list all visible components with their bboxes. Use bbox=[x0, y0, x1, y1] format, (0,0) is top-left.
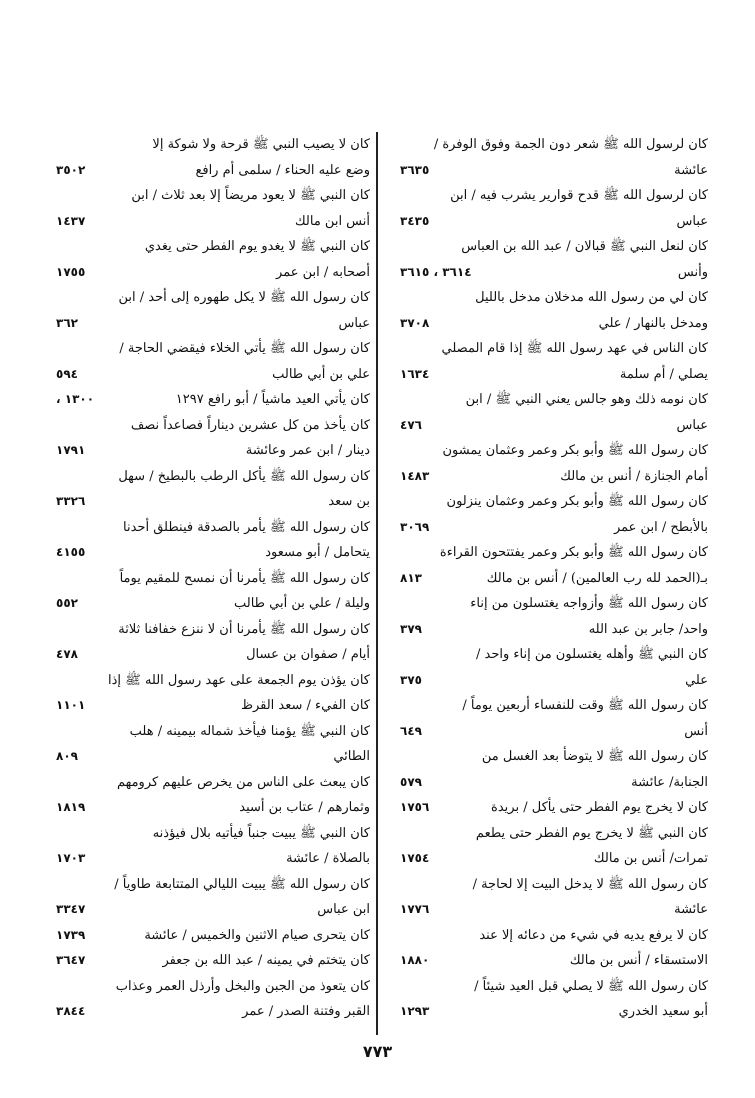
entry-line bbox=[398, 464, 708, 490]
entry-text: كان يتحرى صيام الاثنين والخميس / عائشة bbox=[144, 927, 370, 943]
hadith-number: ٨١٣ bbox=[400, 570, 422, 585]
entry-line bbox=[54, 234, 370, 260]
entry-line bbox=[54, 515, 370, 541]
entry-line bbox=[398, 285, 708, 311]
hadith-number: ١١٠١ bbox=[56, 698, 86, 712]
entry-line bbox=[398, 872, 708, 898]
hadith-number: ٣٧٥ bbox=[400, 672, 422, 687]
index-entry bbox=[398, 132, 708, 183]
entry-line bbox=[54, 566, 370, 592]
entry-text: كان رسول الله ﷺ لا يتوضأ بعد الغسل من bbox=[481, 749, 708, 764]
entry-text: وأنس bbox=[677, 264, 708, 280]
hadith-number: ٣٧٠٨ bbox=[400, 315, 430, 330]
entry-text: كان لا يخرج يوم الفطر حتى يأكل / بريدة bbox=[491, 800, 708, 815]
entry-line bbox=[398, 540, 708, 566]
entry-text: أنس bbox=[684, 723, 708, 739]
entry-line bbox=[54, 285, 370, 311]
entry-line bbox=[398, 132, 708, 158]
hadith-number: ١٣٠٠ ، bbox=[56, 392, 95, 406]
hadith-number: ٣٣٢٦ bbox=[56, 494, 86, 508]
entry-line bbox=[54, 260, 370, 286]
entry-line bbox=[398, 617, 708, 643]
entry-text: عباس bbox=[338, 315, 370, 331]
entry-line bbox=[54, 413, 370, 439]
entry-line bbox=[54, 897, 370, 923]
entry-text: أنس ابن مالك bbox=[294, 213, 370, 229]
hadith-number: ٤١٥٥ bbox=[56, 545, 86, 559]
entry-text: كان لي من رسول الله مدخلان مدخل بالليل bbox=[475, 290, 708, 305]
entry-text: وثمارهم / عتاب بن أسيد bbox=[239, 800, 370, 815]
entry-text: كان يتختم في يمينه / عبد الله بن جعفر bbox=[162, 953, 370, 968]
entry-text: دينار / ابن عمر وعائشة bbox=[245, 443, 370, 458]
entry-line bbox=[398, 719, 708, 745]
entry-line bbox=[54, 132, 370, 158]
entry-text: عباس bbox=[676, 417, 708, 433]
entry-text: بـ(الحمد لله رب العالمين) / أنس بن مالك bbox=[486, 570, 708, 586]
index-entry bbox=[54, 387, 370, 413]
entry-text: ومدخل بالنهار / علي bbox=[598, 315, 708, 331]
hadith-number: ٣٤٣٥ bbox=[400, 213, 430, 228]
entry-text: كان يتعوذ من الجبن والبخل وأرذل العمر وعذاب bbox=[115, 978, 370, 994]
entry-text: كان يؤذن يوم الجمعة على عهد رسول الله ﷺ إذا bbox=[107, 672, 370, 688]
entry-text: وليلة / علي بن أبي طالب bbox=[234, 596, 370, 611]
hadith-number: ٣٠٦٩ bbox=[400, 519, 430, 534]
entry-line bbox=[398, 693, 708, 719]
entry-line bbox=[398, 591, 708, 617]
index-entry bbox=[54, 336, 370, 387]
hadith-number: ٥٧٩ bbox=[400, 774, 422, 789]
entry-text: بالأبطح / ابن عمر bbox=[613, 519, 708, 535]
entry-line bbox=[54, 846, 370, 872]
entry-line bbox=[398, 795, 708, 821]
index-entry bbox=[398, 693, 708, 744]
entry-line bbox=[54, 387, 370, 413]
entry-line bbox=[54, 158, 370, 184]
entry-line bbox=[54, 617, 370, 643]
entry-line bbox=[398, 413, 708, 439]
index-entry bbox=[398, 974, 708, 1025]
entry-text: الجنابة/ عائشة bbox=[631, 774, 708, 790]
index-entry bbox=[54, 515, 370, 566]
entry-text: الطائي bbox=[333, 749, 370, 764]
index-entry bbox=[398, 489, 708, 540]
entry-text: كان النبي ﷺ يؤمنا فيأخذ شماله بيمينه / هلب bbox=[129, 723, 370, 739]
index-entry bbox=[54, 234, 370, 285]
entry-text: كان النبي ﷺ وأهله يغتسلون من إناء واحد / bbox=[475, 647, 708, 662]
entry-line bbox=[54, 795, 370, 821]
entry-text: كان رسول الله ﷺ وأبو بكر وعمر وعثمان يمشون bbox=[442, 443, 708, 458]
hadith-number: ١٧٧٦ bbox=[400, 902, 430, 916]
index-entry bbox=[54, 413, 370, 464]
entry-text: أمام الجنازة / أنس بن مالك bbox=[560, 468, 708, 484]
entry-text: كان رسول الله ﷺ يأمرنا أن لا ننزع خفافنا ثلاثة bbox=[118, 621, 370, 637]
entry-text: كان رسول الله ﷺ يأمر بالصدقة فينطلق أحدنا bbox=[123, 519, 370, 535]
index-entry bbox=[54, 668, 370, 719]
entry-line bbox=[54, 974, 370, 1000]
entry-line bbox=[398, 260, 708, 286]
entry-text: كان لا يصيب النبي ﷺ قرحة ولا شوكة إلا bbox=[152, 137, 370, 152]
entry-text: كان رسول الله ﷺ يبيت الليالي المتتابعة طاوياً / bbox=[114, 876, 370, 892]
hadith-number: ٣٧٩ bbox=[400, 621, 422, 636]
hadith-number: ١٦٣٤ bbox=[400, 366, 430, 381]
entry-line bbox=[54, 923, 370, 949]
entry-line bbox=[398, 311, 708, 337]
entry-text: الاستسقاء / أنس بن مالك bbox=[569, 953, 708, 968]
right-column bbox=[398, 132, 708, 1025]
entry-line bbox=[398, 821, 708, 847]
hadith-number: ٣٦٤٧ bbox=[56, 953, 86, 967]
hadith-number: ٣٦٢ bbox=[56, 315, 78, 330]
hadith-number: ١٨٨٠ bbox=[400, 953, 430, 967]
index-entry bbox=[54, 719, 370, 770]
entry-text: كان الناس في عهد رسول الله ﷺ إذا قام المصلي bbox=[441, 341, 708, 356]
hadith-number: ٥٩٤ bbox=[56, 366, 78, 381]
index-entry bbox=[398, 923, 708, 974]
entry-line bbox=[398, 999, 708, 1025]
entry-text: تمرات/ أنس بن مالك bbox=[593, 851, 708, 866]
hadith-number: ١٧٥٥ bbox=[56, 264, 86, 279]
hadith-number: ١٢٩٣ bbox=[400, 1004, 430, 1018]
entry-text: بالصلاة / عائشة bbox=[286, 851, 370, 866]
entry-line bbox=[54, 744, 370, 770]
entry-line bbox=[54, 591, 370, 617]
entry-text: كان يبعث على الناس من يخرص عليهم كرومهم bbox=[116, 774, 370, 790]
entry-line bbox=[54, 464, 370, 490]
entry-line bbox=[398, 642, 708, 668]
entry-line bbox=[398, 489, 708, 515]
hadith-number: ١٤٨٣ bbox=[400, 468, 430, 483]
entry-line bbox=[54, 642, 370, 668]
index-entry bbox=[398, 285, 708, 336]
entry-text: أصحابه / ابن عمر bbox=[276, 264, 370, 280]
hadith-number: ١٧٥٦ bbox=[400, 800, 430, 814]
index-entry bbox=[54, 183, 370, 234]
entry-text: كان النبي ﷺ لا يعود مريضاً إلا بعد ثلاث / ابن bbox=[131, 188, 370, 203]
index-entry bbox=[398, 183, 708, 234]
entry-text: كان النبي ﷺ لا يخرج يوم الفطر حتى يطعم bbox=[475, 825, 708, 841]
entry-line bbox=[398, 234, 708, 260]
entry-text: أيام / صفوان بن عسال bbox=[246, 647, 370, 662]
entry-text: علي bbox=[685, 672, 708, 688]
entry-text: وضع عليه الحناء / سلمى أم رافع bbox=[195, 162, 370, 178]
column-divider bbox=[376, 132, 378, 1035]
entry-text: كان يأتي العيد ماشياً / أبو رافع ١٢٩٧ bbox=[175, 392, 370, 407]
entry-text: ابن عباس bbox=[317, 902, 370, 917]
entry-text: عباس bbox=[676, 213, 708, 229]
entry-line bbox=[398, 923, 708, 949]
entry-text: كان رسول الله ﷺ لا يصلي قبل العيد شيئاً / bbox=[474, 978, 708, 994]
hadith-number: ٤٧٨ bbox=[56, 647, 78, 661]
hadith-number: ١٧٠٣ bbox=[56, 851, 86, 865]
index-entry bbox=[54, 974, 370, 1025]
hadith-number: ١٧٣٩ bbox=[56, 927, 86, 942]
entry-text: كان لا يرفع يديه في شيء من دعائه إلا عند bbox=[479, 927, 708, 943]
entry-line bbox=[54, 872, 370, 898]
hadith-number: ٣٦١٤ ، ٣٦١٥ bbox=[400, 264, 472, 279]
entry-line bbox=[398, 183, 708, 209]
entry-text: يصلي / أم سلمة bbox=[619, 366, 708, 382]
entry-line bbox=[54, 438, 370, 464]
entry-text: كان رسول الله ﷺ لا يدخل البيت إلا لحاجة / bbox=[472, 876, 708, 892]
index-entry bbox=[54, 923, 370, 949]
entry-line bbox=[54, 209, 370, 235]
hadith-number: ٥٥٢ bbox=[56, 596, 78, 610]
entry-line bbox=[54, 336, 370, 362]
hadith-number: ٣٦٣٥ bbox=[400, 162, 430, 177]
entry-text: واحد/ جابر بن عبد الله bbox=[588, 621, 708, 637]
entry-line bbox=[398, 744, 708, 770]
hadith-number: ٣٣٤٧ bbox=[56, 902, 86, 916]
index-entry bbox=[54, 948, 370, 974]
entry-text: كان نومه ذلك وهو جالس يعني النبي ﷺ / ابن bbox=[465, 392, 708, 407]
index-entry bbox=[398, 540, 708, 591]
entry-line bbox=[398, 974, 708, 1000]
index-entry bbox=[398, 387, 708, 438]
entry-line bbox=[54, 540, 370, 566]
hadith-number: ١٧٥٤ bbox=[400, 851, 430, 865]
hadith-number: ٣٥٠٢ bbox=[56, 162, 86, 177]
entry-text: كان رسول الله ﷺ وقت للنفساء أربعين يوماً / bbox=[462, 698, 708, 713]
entry-text: كان لنعل النبي ﷺ قبالان / عبد الله بن العباس bbox=[461, 239, 708, 254]
entry-text: كان رسول الله ﷺ يأتي الخلاء فيقضي الحاجة / bbox=[119, 341, 370, 356]
entry-line bbox=[398, 158, 708, 184]
hadith-number: ٦٤٩ bbox=[400, 723, 422, 738]
entry-text: كان لرسول الله ﷺ شعر دون الجمة وفوق الوفرة / bbox=[433, 137, 708, 152]
entry-line bbox=[54, 999, 370, 1025]
entry-text: كان رسول الله ﷺ وأزواجه يغتسلون من إناء bbox=[470, 596, 708, 611]
entry-line bbox=[54, 183, 370, 209]
entry-text: علي بن أبي طالب bbox=[272, 366, 370, 382]
hadith-number: ١٨١٩ bbox=[56, 800, 86, 814]
index-entry bbox=[54, 566, 370, 617]
entry-text: كان النبي ﷺ لا يغدو يوم الفطر حتى يغدي bbox=[144, 239, 370, 254]
entry-text: بن سعد bbox=[328, 494, 370, 509]
entry-text: كان لرسول الله ﷺ قدح قوارير يشرب فيه / ابن bbox=[450, 188, 708, 203]
hadith-number: ١٤٣٧ bbox=[56, 213, 86, 228]
entry-line bbox=[54, 362, 370, 388]
index-entry bbox=[398, 744, 708, 795]
index-entry bbox=[54, 770, 370, 821]
entry-line bbox=[54, 948, 370, 974]
entry-line bbox=[54, 719, 370, 745]
entry-line bbox=[54, 668, 370, 694]
entry-text: عائشة bbox=[674, 162, 708, 178]
hadith-number: ١٧٩١ bbox=[56, 443, 86, 457]
index-entry bbox=[54, 464, 370, 515]
entry-line bbox=[398, 897, 708, 923]
index-entry bbox=[54, 821, 370, 872]
entry-text: كان الفيء / سعد القرظ bbox=[240, 698, 370, 713]
entry-line bbox=[398, 387, 708, 413]
entry-text: أبو سعيد الخدري bbox=[618, 1004, 708, 1019]
entry-line bbox=[398, 770, 708, 796]
left-column bbox=[54, 132, 370, 1025]
index-entry bbox=[398, 872, 708, 923]
index-entry bbox=[54, 872, 370, 923]
entry-line bbox=[54, 489, 370, 515]
index-entry bbox=[54, 285, 370, 336]
index-entry bbox=[398, 821, 708, 872]
index-entry bbox=[398, 795, 708, 821]
entry-line bbox=[398, 362, 708, 388]
entry-line bbox=[398, 438, 708, 464]
entry-line bbox=[54, 311, 370, 337]
entry-line bbox=[398, 846, 708, 872]
index-entry bbox=[398, 234, 708, 285]
entry-text: كان رسول الله ﷺ يأكل الرطب بالبطيخ / سهل bbox=[118, 468, 370, 484]
index-entry bbox=[398, 642, 708, 693]
page-number: ٧٧٣ bbox=[362, 1042, 393, 1061]
entry-text: كان يأخذ من كل عشرين ديناراً فصاعداً نصف bbox=[130, 417, 370, 433]
entry-text: عائشة bbox=[674, 902, 708, 917]
hadith-number: ٤٧٦ bbox=[400, 417, 422, 432]
entry-text: يتحامل / أبو مسعود bbox=[265, 545, 370, 560]
index-entry bbox=[54, 617, 370, 668]
entry-line bbox=[398, 948, 708, 974]
index-entry bbox=[398, 591, 708, 642]
hadith-number: ٨٠٩ bbox=[56, 749, 78, 763]
entry-line bbox=[398, 336, 708, 362]
index-entry bbox=[54, 132, 370, 183]
entry-line bbox=[398, 209, 708, 235]
entry-text: كان النبي ﷺ يبيت جنباً فيأتيه بلال فيؤذنه bbox=[152, 825, 370, 841]
entry-text: كان رسول الله ﷺ وأبو بكر وعمر وعثمان ينزلون bbox=[446, 494, 708, 509]
entry-line bbox=[54, 693, 370, 719]
hadith-number: ٣٨٤٤ bbox=[56, 1004, 86, 1018]
entry-line bbox=[54, 770, 370, 796]
entry-line bbox=[398, 515, 708, 541]
entry-text: القبر وفتنة الصدر / عمر bbox=[242, 1004, 370, 1019]
index-entry bbox=[398, 336, 708, 387]
entry-line bbox=[398, 668, 708, 694]
entry-text: كان رسول الله ﷺ لا يكل طهوره إلى أحد / ابن bbox=[118, 290, 370, 305]
entry-line bbox=[398, 566, 708, 592]
entry-text: كان رسول الله ﷺ وأبو بكر وعمر يفتتحون القراءة bbox=[439, 545, 708, 560]
entry-text: كان رسول الله ﷺ يأمرنا أن نمسح للمقيم يوماً bbox=[119, 570, 370, 586]
entry-line bbox=[54, 821, 370, 847]
index-entry bbox=[398, 438, 708, 489]
